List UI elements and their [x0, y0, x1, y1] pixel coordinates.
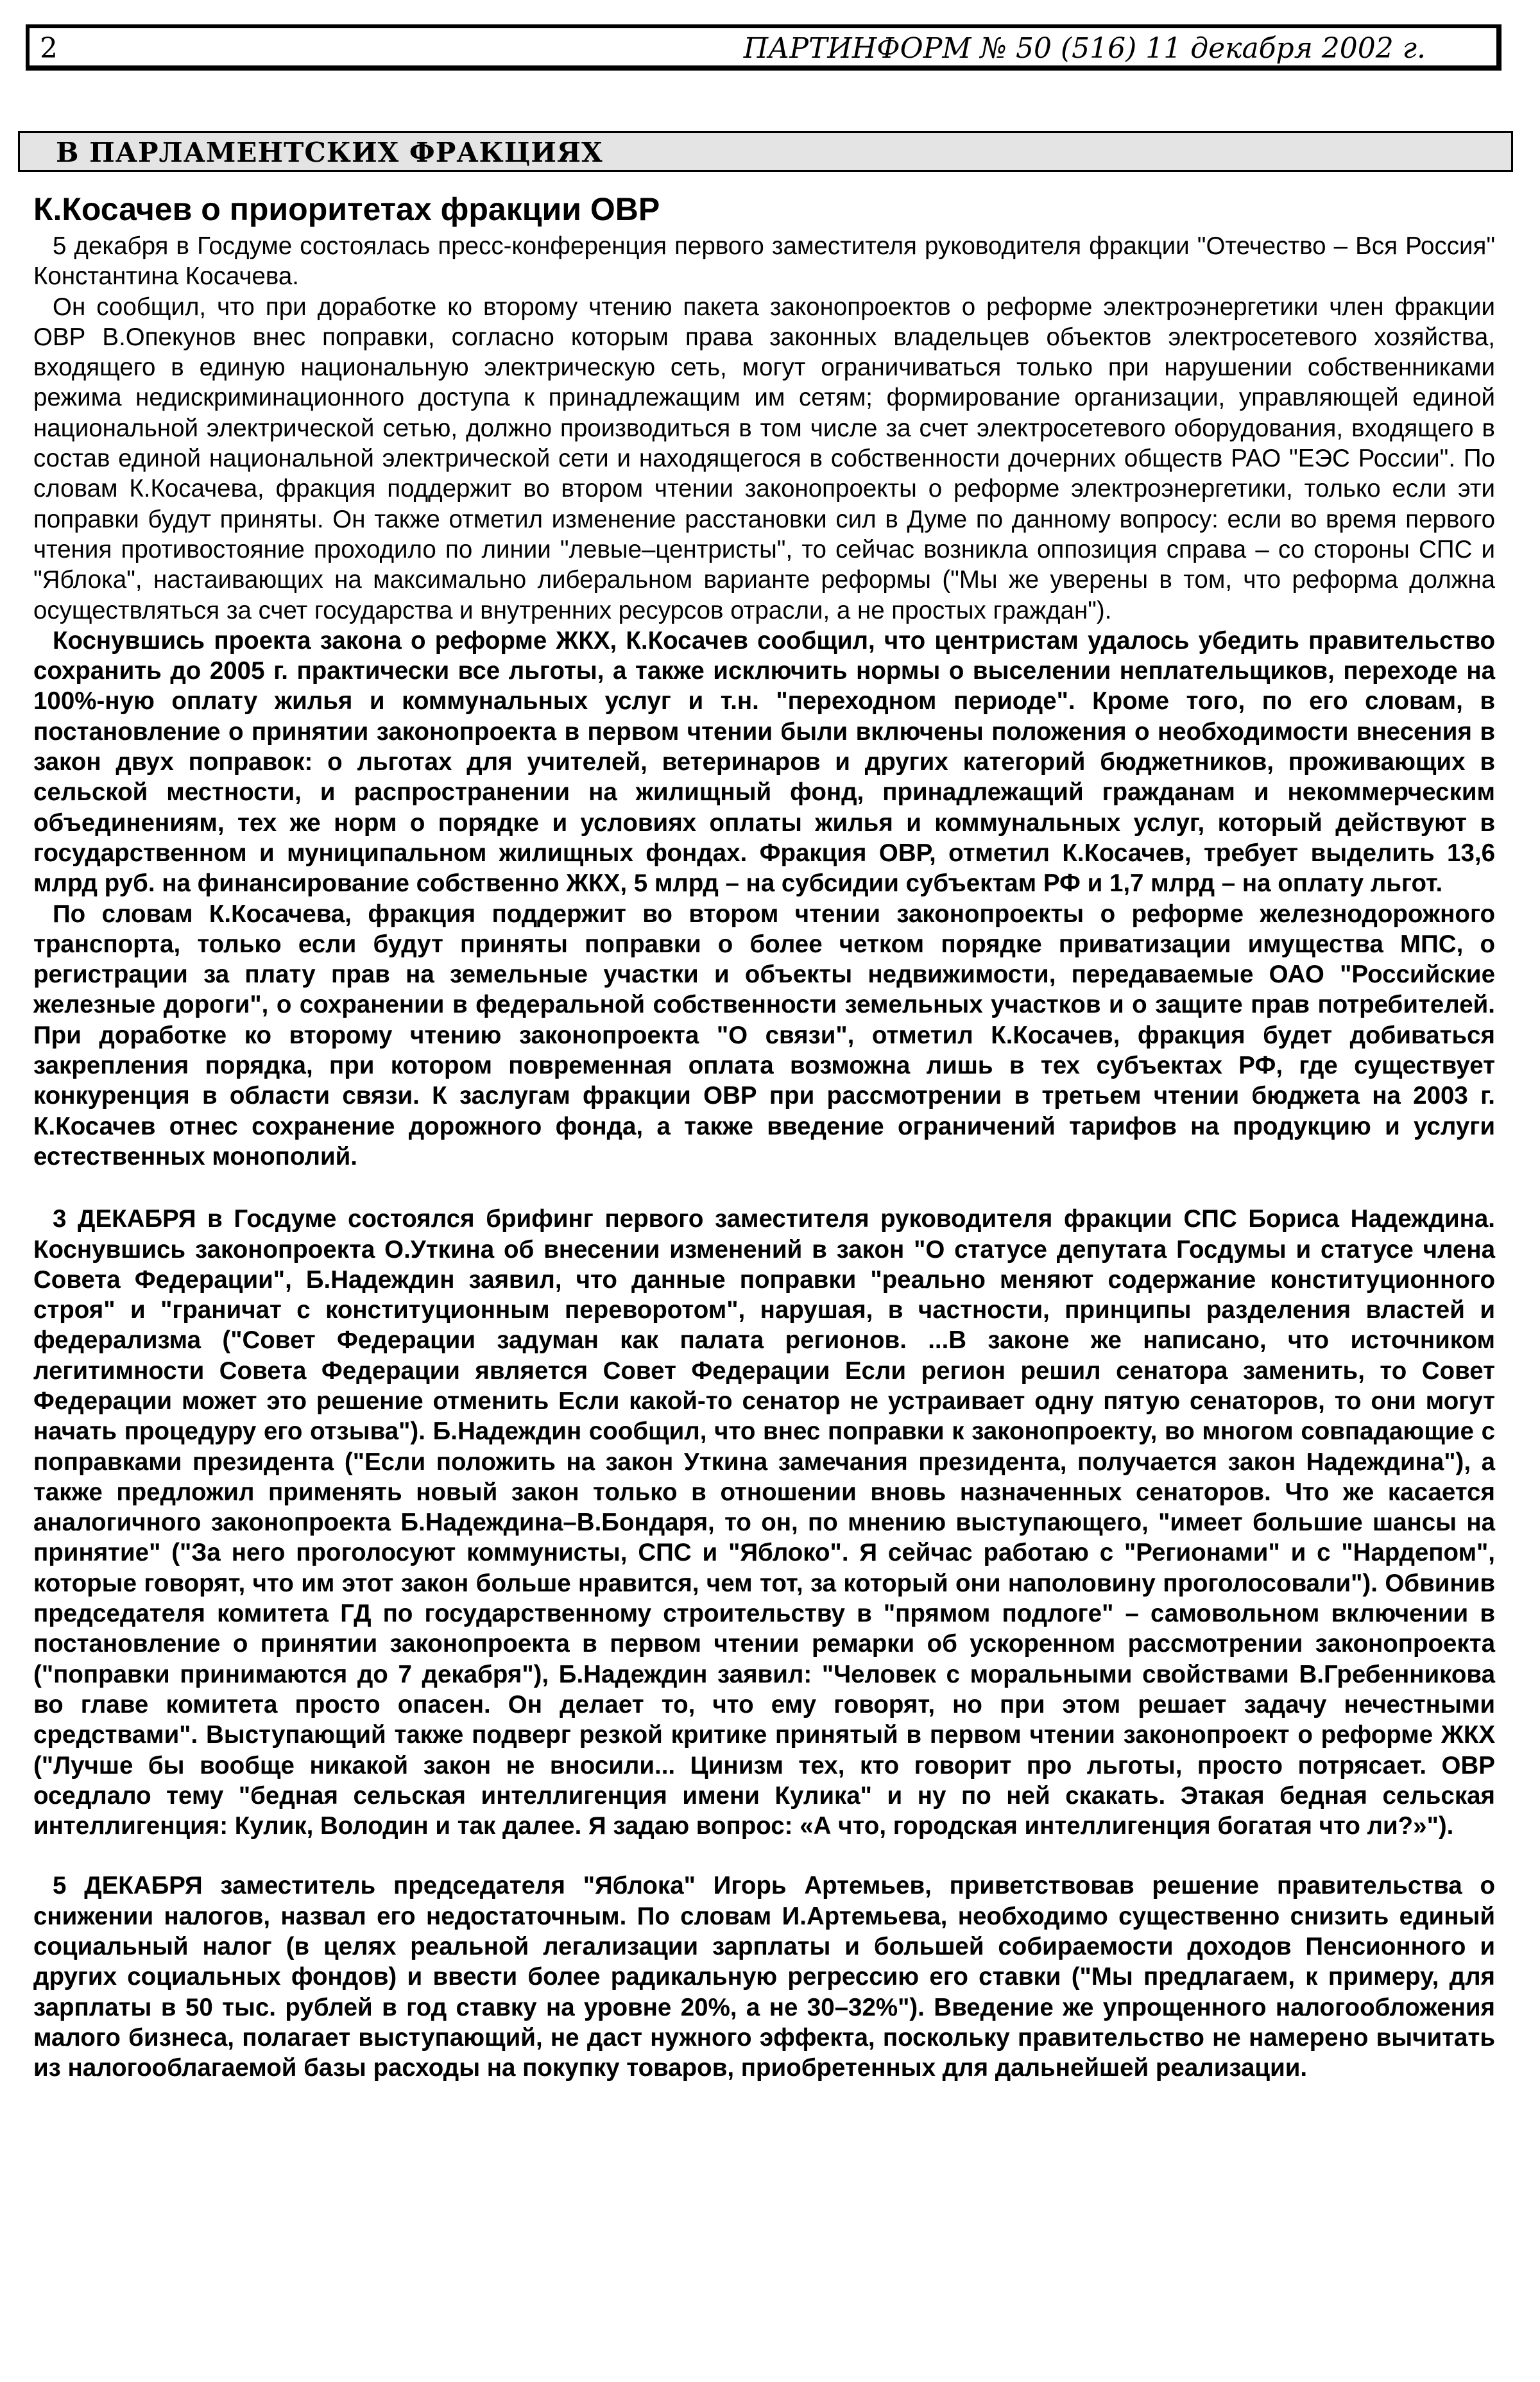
article-paragraph: 5 декабря в Госдуме состоялась пресс-конференция первого заместителя руководителя фракции "Отечество – Вся Россия" Константина Косачева.	[33, 232, 1495, 291]
divider	[33, 1172, 1495, 1204]
section-title: В ПАРЛАМЕНТСКИХ ФРАКЦИЯХ	[56, 137, 603, 168]
article-title: К.Косачев о приоритетах фракции ОВР	[33, 191, 660, 227]
brief-paragraph: 3 ДЕКАБРЯ в Госдуме состоялся брифинг первого заместителя руководителя фракции СПС Бориса Надеждина. Коснувшись законопроекта О.Уткина об внесении изменений в закон "О статусе депутата Госдумы и статусе члена Совета Федерации", Б.Надеждин заявил, что данные поправки "реально меняют содержание конституционного строя" и "граничат с конституционным переворотом", нарушая, в частности, принципы разделения властей и федерализма ("Совет Федерации задуман как палата регионов. ...В законе же написано, что источником легитимности Совета Федерации является Совет Федерации Если регион решил сенатора заменить, то Совет Федерации может это решение отменить Если какой-то сенатор не устраивает одну пятую сенаторов, то они могут начать процедуру его отзыва"). Б.Надеждин сообщил, что внес поправки к законопроекту, во многом совпадающие с поправками президента ("Если положить на закон Уткина замечания президента, получается закон Надеждина"), а также предложил применять новый закон только в отношении вновь назначенных сенаторов. Что же касается аналогичного законопроекта Б.Надеждина–В.Бондаря, то он, по мнению выступающего, "имеет большие шансы на принятие" ("За него проголосуют коммунисты, СПС и "Яблоко". Я сейчас работаю с "Регионами" и с "Нардепом", которые говорят, что им этот закон больше нравится, чем тот, за который они наполовину проголосовали"). Обвинив председателя комитета ГД по государственному строительству в "прямом подлоге" – самовольном включении в постановление о принятии законопроекта в первом чтении ремарки об ускоренном рассмотрении законопроекта ("поправки принимаются до 7 декабря"), Б.Надеждин заявил: "Человек с моральными свойствами В.Гребенникова во главе комитета просто опасен. Он делает то, что ему говорят, но при этом решает задачу нечестными средствами". Выступающий также подверг резкой критике принятый в первом чтении законопроект о реформе ЖКХ ("Лучше бы вообще никакой закон не вносили... Цинизм тех, кто говорит про льготы, просто потрясает. ОВР оседлало тему "бедная сельская интеллигенция имени Кулика" и ну по ней скакать. Этакая бедная сельская интеллигенция: Кулик, Володин и так далее. Я задаю вопрос: «А что, городская интеллигенция богатая что ли?»").	[33, 1205, 1495, 1840]
section-bar	[18, 131, 1513, 172]
brief-paragraph: 5 ДЕКАБРЯ заместитель председателя "Яблока" Игорь Артемьев, приветствовав решение правительства о снижении налогов, назвал его недостаточным. По словам И.Артемьева, необходимо существенно снизить единый социальный налог (в целях реальной легализации зарплаты и большей собираемости доходов Пенсионного и других социальных фондов) и ввести более радикальную регрессию его ставки ("Мы предлагаем, к примеру, для зарплаты в 50 тыс. рублей в год ставку на уровне 20%, а не 30–32%"). Введение же упрощенного налогообложения малого бизнеса, полагает выступающий, не даст нужного эффекта, поскольку правительство не намерено вычитать из налогооблагаемой базы расходы на покупку товаров, приобретенных для дальнейшей реализации.	[33, 1872, 1495, 2082]
article-paragraph: Коснувшись проекта закона о реформе ЖКХ, К.Косачев сообщил, что центристам удалось убедить правительство сохранить до 2005 г. практически все льготы, а также исключить нормы о выселении неплательщиков, переходе на 100%-ную оплату жилья и коммунальных услуг и т.н. "переходном периоде". Кроме того, по его словам, в постановление о принятии законопроекта в первом чтении были включены положения о необходимости внесения в закон двух поправок: о льготах для учителей, ветеринаров и других категорий бюджетников, проживающих в сельской местности, и распространении на жилищный фонд, принадлежащий гражданам и некоммерческим объединениям, тех же норм о порядке и условиях оплаты жилья и коммунальных услуг, который действуют в государственном и муниципальном жилищных фондах. Фракция ОВР, отметил К.Косачев, требует выделить 13,6 млрд руб. на финансирование собственно ЖКХ, 5 млрд – на субсидии субъектам РФ и 1,7 млрд – на оплату льгот.	[33, 626, 1495, 898]
article-paragraph: Он сообщил, что при доработке ко второму чтению пакета законопроектов о реформе электроэнергетики член фракции ОВР В.Опекунов внес поправки, согласно которым права законных владельцев объектов электросетевого хозяйства, входящего в единую национальную электрическую сеть, могут ограничиваться только при нарушении собственниками режима недискриминационного доступа к принадлежащим им сетям; формирование организации, управляющей единой национальной электрической сетью, должно производиться в том числе за счет электросетевого оборудования, входящего в состав единой национальной электрической сети и находящегося в собственности дочерних обществ РАО "ЕЭС России". По словам К.Косачева, фракция поддержит во втором чтении законопроекты о реформе электроэнергетики, только если эти поправки будут приняты. Он также отметил изменение расстановки сил в Думе по данному вопросу: если во время первого чтения противостояние проходило по линии "левые–центристы", то сейчас возникла оппозиция справа – со стороны СПС и "Яблока", настаивающих на максимально либеральном варианте реформы ("Мы же уверены в том, что реформа должна осуществляться за счет государства и внутренних ресурсов отрасли, а не простых граждан").	[33, 293, 1495, 624]
page-header	[26, 24, 1502, 71]
divider	[33, 1841, 1495, 1871]
article-paragraph: По словам К.Косачева, фракция поддержит во втором чтении законопроекты о реформе железнодорожного транспорта, только если будут приняты поправки о более четком порядке приватизации имущества МПС, о регистрации за плату прав на земельные участки и объекты недвижимости, передаваемые ОАО "Российские железные дороги", о сохранении в федеральной собственности земельных участков и о защите прав потребителей. При доработке ко второму чтению законопроекта "О связи", отметил К.Косачев, фракция будет добиваться закрепления порядка, при котором повременная оплата возможна лишь в тех субъектах РФ, где существует конкуренция в области связи. К заслугам фракции ОВР при рассмотрении в третьем чтении бюджета на 2003 г. К.Косачев отнес сохранение дорожного фонда, а также введение ограничений тарифов на продукцию и услуги естественных монополий.	[33, 900, 1495, 1170]
page-number: 2	[40, 32, 58, 65]
article-body	[33, 190, 1495, 2084]
issue-line: ПАРТИНФОРМ № 50 (516) 11 декабря 2002 г.	[743, 32, 1426, 65]
